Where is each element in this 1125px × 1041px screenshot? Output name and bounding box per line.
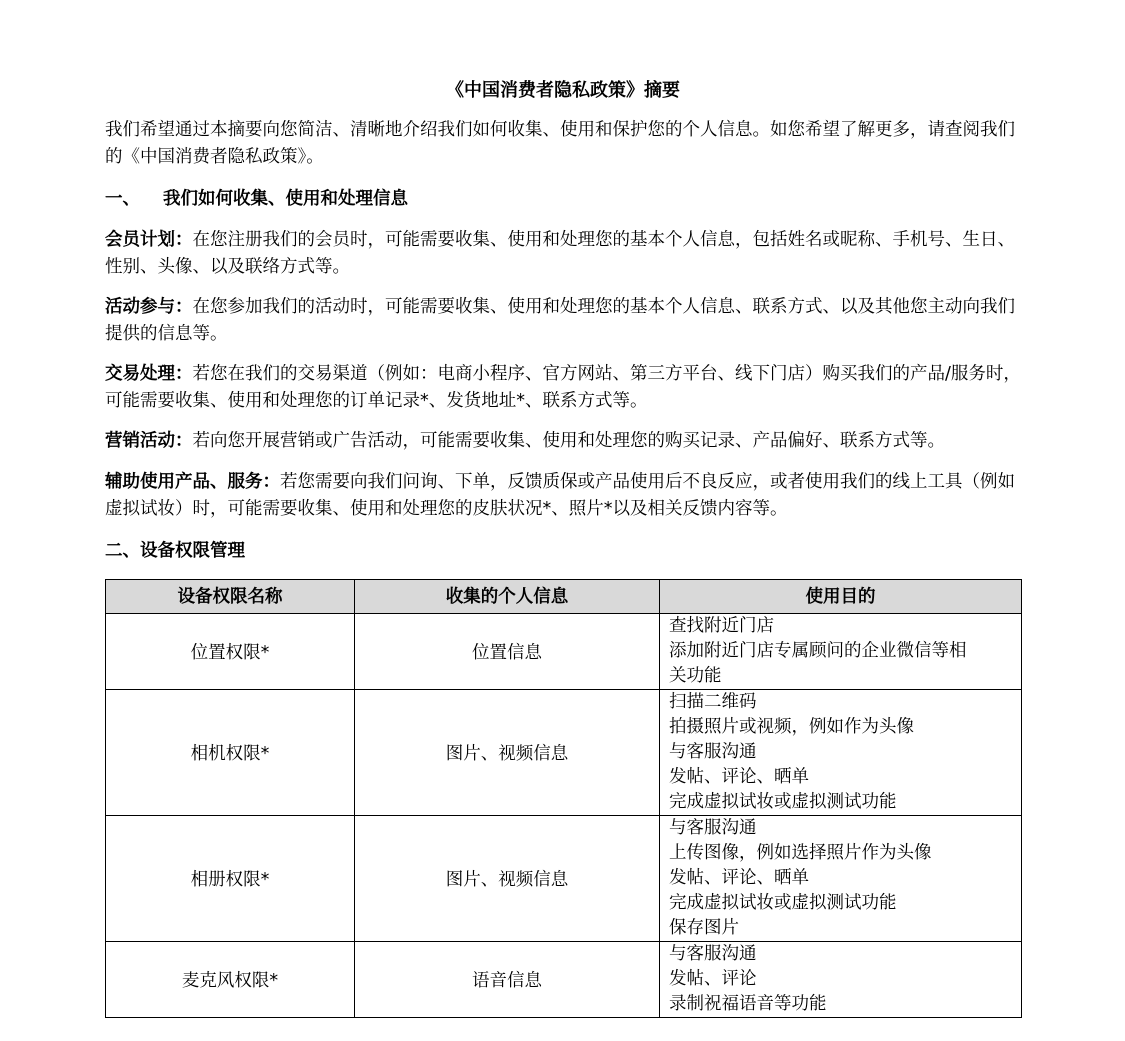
purpose-item: 扫描二维码 <box>669 692 757 712</box>
purpose-cell <box>660 816 1022 942</box>
paragraph-text: 在您参加我们的活动时，可能需要收集、使用和处理您的基本个人信息、联系方式、以及其他您主动向我们提供的信息等。 <box>105 297 1015 344</box>
purpose-item: 添加附近门店专属顾问的企业微信等相 <box>669 641 967 661</box>
paragraph-transactions <box>105 361 1021 415</box>
collected-info: 图片、视频信息 <box>355 816 660 942</box>
purpose-cell <box>660 614 1022 690</box>
paragraph-text: 若向您开展营销或广告活动，可能需要收集、使用和处理您的购买记录、产品偏好、联系方式等。 <box>192 431 945 451</box>
document-title: 《中国消费者隐私政策》摘要 <box>446 80 680 101</box>
purpose-item: 与客服沟通 <box>669 944 757 964</box>
header-purpose: 使用目的 <box>660 580 1022 614</box>
permissions-table <box>105 579 1022 1018</box>
paragraph-marketing <box>105 428 1021 455</box>
paragraph-label: 营销活动： <box>105 431 193 451</box>
paragraph-text: 在您注册我们的会员时，可能需要收集、使用和处理您的基本个人信息，包括姓名或昵称、手机号、生日、性别、头像、以及联络方式等。 <box>105 230 1015 277</box>
purpose-item: 查找附近门店 <box>669 616 774 636</box>
paragraph-label: 辅助使用产品、服务： <box>105 472 280 492</box>
section1-heading-text: 我们如何收集、使用和处理信息 <box>163 189 408 209</box>
purpose-item: 录制祝福语音等功能 <box>669 994 827 1014</box>
purpose-item: 完成虚拟试妆或虚拟测试功能 <box>669 893 897 913</box>
table-row <box>106 942 1022 1018</box>
header-permission-name: 设备权限名称 <box>106 580 355 614</box>
permission-name: 麦克风权限* <box>106 942 355 1018</box>
purpose-item: 拍摄照片或视频，例如作为头像 <box>669 717 914 737</box>
paragraph-text: 若您需要向我们问询、下单，反馈质保或产品使用后不良反应，或者使用我们的线上工具（例如虚拟试妆）时，可能需要收集、使用和处理您的皮肤状况*、照片*以及相关反馈内容等。 <box>105 472 1015 519</box>
permission-name: 相机权限* <box>106 690 355 816</box>
purpose-item: 发帖、评论 <box>669 969 757 989</box>
purpose-item: 完成虚拟试妆或虚拟测试功能 <box>669 792 897 812</box>
intro-paragraph: 我们希望通过本摘要向您简洁、清晰地介绍我们如何收集、使用和保护您的个人信息。如您希望了解更多，请查阅我们的《中国消费者隐私政策》。 <box>105 120 1015 167</box>
purpose-item: 发帖、评论、晒单 <box>669 868 809 888</box>
collected-info: 图片、视频信息 <box>355 690 660 816</box>
table-row <box>106 816 1022 942</box>
purpose-item: 与客服沟通 <box>669 742 757 762</box>
section1-heading <box>105 186 408 212</box>
table-row <box>106 614 1022 690</box>
purpose-cell <box>660 690 1022 816</box>
purpose-item: 与客服沟通 <box>669 818 757 838</box>
purpose-cell <box>660 942 1022 1018</box>
header-collected-info: 收集的个人信息 <box>355 580 660 614</box>
permission-name: 相册权限* <box>106 816 355 942</box>
table-header-row <box>106 580 1022 614</box>
purpose-item: 上传图像，例如选择照片作为头像 <box>669 843 932 863</box>
purpose-item: 保存图片 <box>669 918 739 938</box>
permission-name: 位置权限* <box>106 614 355 690</box>
paragraph-assisted-use <box>105 469 1021 523</box>
collected-info: 位置信息 <box>355 614 660 690</box>
paragraph-text: 若您在我们的交易渠道（例如：电商小程序、官方网站、第三方平台、线下门店）购买我们的产品/服务时，可能需要收集、使用和处理您的订单记录*、发货地址*、联系方式等。 <box>105 364 1021 411</box>
paragraph-label: 活动参与： <box>105 297 193 317</box>
paragraph-label: 交易处理： <box>105 364 193 384</box>
purpose-item: 关功能 <box>669 666 722 686</box>
paragraph-label: 会员计划： <box>105 230 193 250</box>
section1-number: 一、 <box>105 189 140 209</box>
table-row <box>106 690 1022 816</box>
paragraph-activities <box>105 294 1021 348</box>
paragraph-membership <box>105 227 1021 281</box>
purpose-item: 发帖、评论、晒单 <box>669 767 809 787</box>
collected-info: 语音信息 <box>355 942 660 1018</box>
section2-heading: 二、设备权限管理 <box>105 541 245 561</box>
